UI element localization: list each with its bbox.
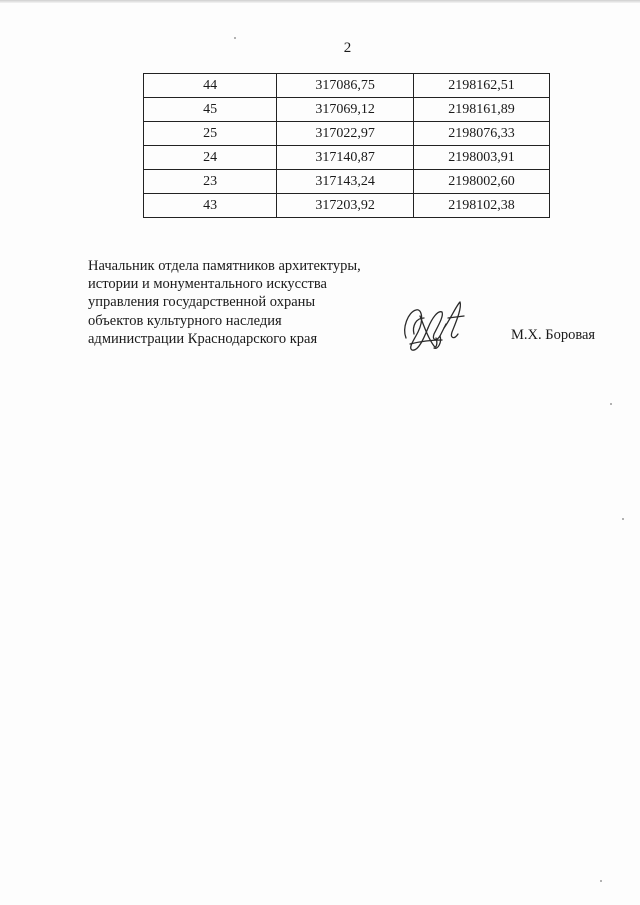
scan-speck	[622, 518, 624, 520]
point-number-cell: 45	[144, 98, 277, 122]
signatory-title-line: администрации Краснодарского края	[88, 330, 318, 347]
point-number-cell: 43	[144, 194, 277, 218]
point-number-cell: 25	[144, 122, 277, 146]
scan-speck	[234, 37, 236, 39]
y-coordinate-cell: 2198162,51	[414, 74, 550, 98]
x-coordinate-cell: 317203,92	[277, 194, 414, 218]
y-coordinate-cell: 2198003,91	[414, 146, 550, 170]
x-coordinate-cell: 317069,12	[277, 98, 414, 122]
signatory-name: М.Х. Боровая	[511, 327, 596, 343]
y-coordinate-cell: 2198076,33	[414, 122, 550, 146]
signatory-title-line: объектов культурного наследия	[88, 312, 282, 329]
x-coordinate-cell: 317086,75	[277, 74, 414, 98]
signatory-title-line: истории и монументального искусства	[88, 276, 327, 293]
table-row	[144, 122, 550, 146]
page-number: 2	[343, 40, 352, 56]
table-row	[144, 74, 550, 98]
coordinates-table	[143, 73, 550, 218]
x-coordinate-cell: 317143,24	[277, 170, 414, 194]
point-number-cell: 23	[144, 170, 277, 194]
point-number-cell: 24	[144, 146, 277, 170]
page-top-edge	[0, 0, 640, 3]
table-row	[144, 194, 550, 218]
y-coordinate-cell: 2198002,60	[414, 170, 550, 194]
signatory-title-line: Начальник отдела памятников архитектуры,	[88, 258, 361, 274]
y-coordinate-cell: 2198102,38	[414, 194, 550, 218]
scan-speck	[600, 880, 602, 882]
handwritten-signature-icon	[398, 298, 468, 356]
signatory-title-line: управления государственной охраны	[88, 294, 316, 311]
scan-speck	[610, 403, 612, 405]
table-row	[144, 146, 550, 170]
point-number-cell: 44	[144, 74, 277, 98]
x-coordinate-cell: 317022,97	[277, 122, 414, 146]
table-row	[144, 170, 550, 194]
signatory-title	[88, 257, 361, 348]
table-row	[144, 98, 550, 122]
y-coordinate-cell: 2198161,89	[414, 98, 550, 122]
x-coordinate-cell: 317140,87	[277, 146, 414, 170]
